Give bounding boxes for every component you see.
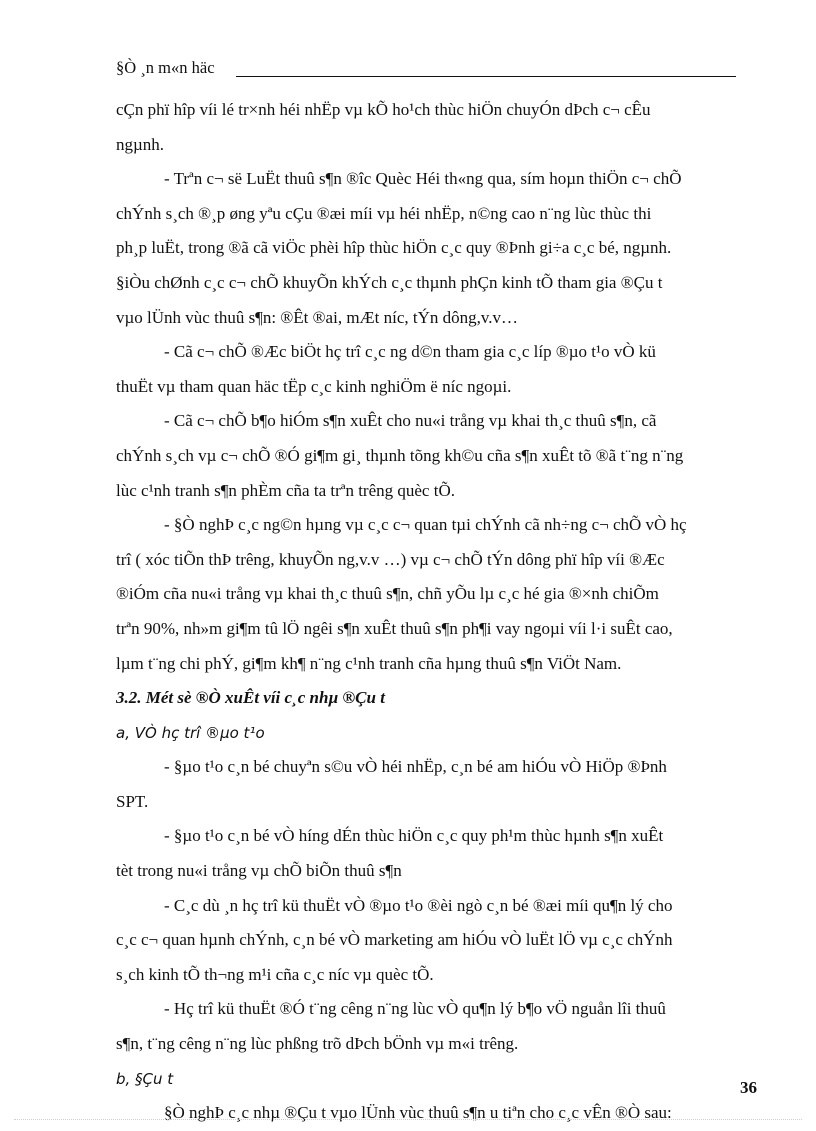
text-line: c¸c c¬ quan hµnh chÝnh, c¸n bé vÒ marketing am hiÓu vÒ luËt lÖ vµ c¸c chÝnh xyxy=(116,930,673,950)
text-line: - §µo t¹o c¸n bé chuyªn s©u vÒ héi nhËp, c¸n bé am hiÓu vÒ HiÖp ®Þnh xyxy=(164,757,667,777)
body-text xyxy=(116,93,757,1131)
subsection-heading: a, VÒ hç trî ®µo t¹o xyxy=(116,723,265,742)
text-line: §iÒu chØnh c¸c c¬ chÕ khuyÕn khÝch c¸c thµnh phÇn kinh tÕ tham gia ®Çu t xyxy=(116,272,663,292)
text-line: thuËt vµ tham quan häc tËp c¸c kinh nghiÖm ë níc ngoµi. xyxy=(116,376,512,396)
page-number: 36 xyxy=(740,1078,757,1097)
header-rule xyxy=(236,76,736,77)
text-line: - Trªn c¬ së LuËt thuû s¶n ®îc Quèc Héi th«ng qua, sím hoµn thiÖn c¬ chÕ xyxy=(164,169,682,189)
text-line: lµm t¨ng chi phÝ, gi¶m kh¶ n¨ng c¹nh tranh cña hµng thuû s¶n ViÖt Nam. xyxy=(116,653,622,673)
text-line: - §Ò nghÞ c¸c ng©n hµng vµ c¸c c¬ quan tµi chÝnh cã nh÷ng c¬ chÕ vÒ hç xyxy=(164,515,687,535)
text-line: chÝnh s¸ch ®¸p øng yªu cÇu ®æi míi vµ héi nhËp, n©ng cao n¨ng lùc thùc thi xyxy=(116,203,652,223)
text-line: vµo lÜnh vùc thuû s¶n: ®Êt ®ai, mÆt níc, tÝn dông,v.v… xyxy=(116,307,519,327)
text-line: lùc c¹nh tranh s¶n phÈm cña ta trªn trêng quèc tÕ. xyxy=(116,480,455,500)
page-header xyxy=(116,58,736,82)
text-line: §Ò nghÞ c¸c nhµ ®Çu t vµo lÜnh vùc thuû s¶n u tiªn cho c¸c vÊn ®Ò sau: xyxy=(164,1103,672,1123)
text-line: cÇn phï hîp víi lé tr×nh héi nhËp vµ kÕ ho¹ch thùc hiÖn chuyÓn dÞch c¬ cÊu xyxy=(116,100,651,119)
text-line: - C¸c dù ¸n hç trî kü thuËt vÒ ®µo t¹o ®èi ngò c¸n bé ®æi míi qu¶n lý cho xyxy=(164,895,673,915)
text-line: trªn 90%, nh»m gi¶m tû lÖ ngêi s¶n xuÊt thuû s¶n ph¶i vay ngoµi víi l·i suÊt cao, xyxy=(116,618,673,638)
text-line: SPT. xyxy=(116,791,149,811)
header-title: §Ò ¸n m«n häc xyxy=(116,58,215,77)
text-line: chÝnh s¸ch vµ c¬ chÕ ®Ó gi¶m gi¸ thµnh tõng kh©u cña s¶n xuÊt tõ ®ã t¨ng n¨ng xyxy=(116,445,684,465)
text-line: trî ( xóc tiÕn thÞ trêng, khuyÕn ng,v.v …) vµ c¬ chÕ tÝn dông phï hîp víi ®Æc xyxy=(116,549,665,569)
text-line: ®iÓm cña nu«i trång vµ khai th¸c thuû s¶n, chñ yÕu lµ c¸c hé gia ®×nh chiÕm xyxy=(116,584,659,604)
text-line: - Cã c¬ chÕ b¶o hiÓm s¶n xuÊt cho nu«i trång vµ khai th¸c thuû s¶n, cã xyxy=(164,411,657,431)
text-line: s¸ch kinh tÕ th¬ng m¹i cña c¸c níc vµ quèc tÕ. xyxy=(116,964,434,984)
text-line: - §µo t¹o c¸n bé vÒ híng dÉn thùc hiÖn c¸c quy ph¹m thùc hµnh s¶n xuÊt xyxy=(164,826,664,846)
page-border-bottom xyxy=(14,1119,802,1120)
text-line: - Cã c¬ chÕ ®Æc biÖt hç trî c¸c ng d©n tham gia c¸c líp ®µo t¹o vÒ kü xyxy=(164,342,656,362)
section-heading: 3.2. Mét sè ®Ò xuÊt víi c¸c nhµ ®Çu t xyxy=(116,688,385,708)
text-line: tèt trong nu«i trång vµ chÕ biÕn thuû s¶n xyxy=(116,861,402,881)
subsection-heading: b, §Çu t xyxy=(116,1069,174,1088)
text-line: - Hç trî kü thuËt ®Ó t¨ng cêng n¨ng lùc vÒ qu¶n lý b¶o vÖ nguån lîi thuû xyxy=(164,999,666,1019)
text-line: ngµnh. xyxy=(116,134,165,154)
text-line: ph¸p luËt, trong ®ã cã viÖc phèi hîp thùc hiÖn c¸c quy ®Þnh gi÷a c¸c bé, ngµnh. xyxy=(116,238,672,258)
text-line: s¶n, t¨ng cêng n¨ng lùc phßng trõ dÞch bÖnh vµ m«i trêng. xyxy=(116,1034,519,1054)
